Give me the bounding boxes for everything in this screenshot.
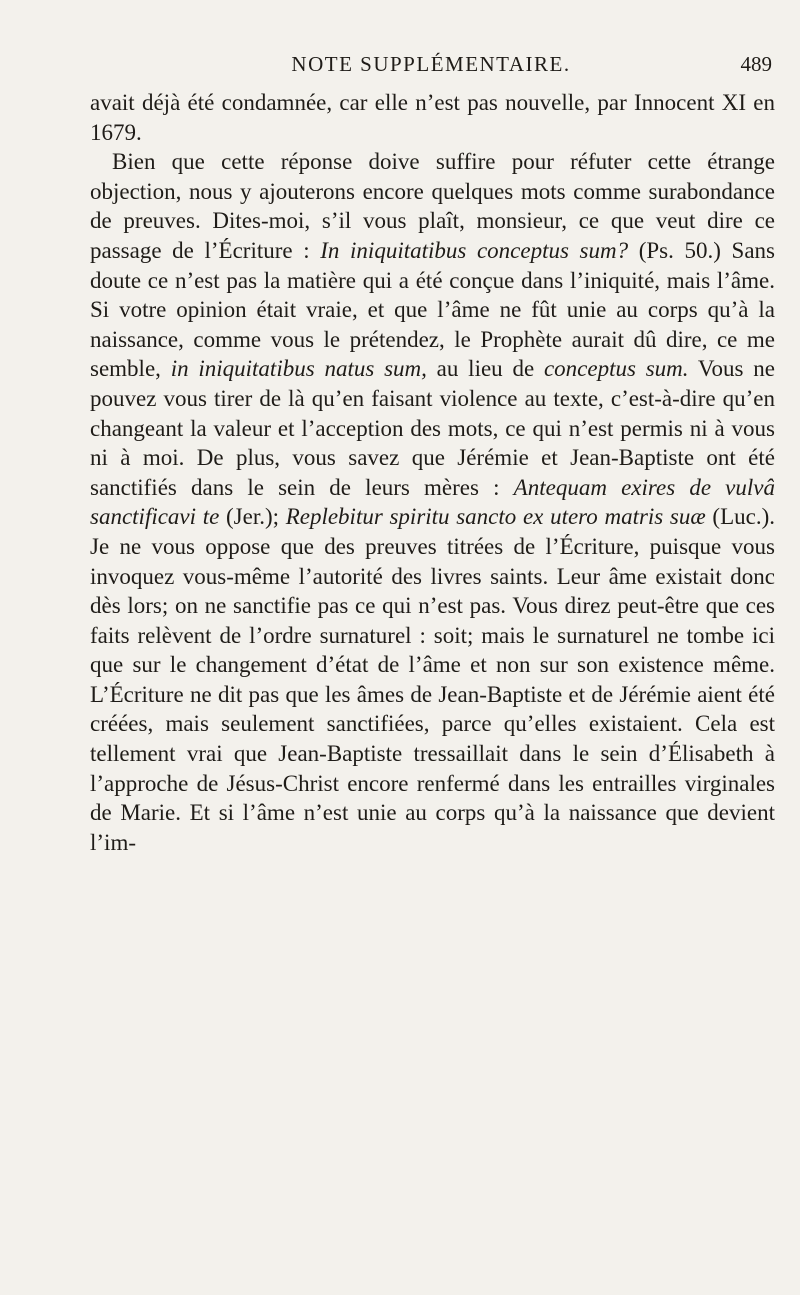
latin-quote: conceptus sum. [543, 356, 689, 382]
latin-quote: in iniquitatibus natus sum, [170, 356, 427, 382]
latin-quote: Replebitur spiritu sancto ex utero matris suæ [285, 504, 706, 530]
paragraph-main [90, 147, 775, 857]
text-run: (Jer.); [219, 504, 286, 530]
page-header [90, 52, 772, 82]
paragraph-continuation: avait déjà été condamnée, car elle n’est pas nouvelle, par Innocent XI en 1679. [90, 90, 775, 145]
text-run: Bien que cette réponse doive suffire pour réfuter cette étrange objection, nous y ajouterons encore quelques mots comme surabondance de preuves. Dites-moi, s’il vous plaît, monsieur, ce que veut dire ce passage de l’Écriture : [90, 149, 775, 263]
text-run: au lieu de [426, 356, 544, 382]
text-run: (Luc.). Je ne vous oppose que des preuves titrées de l’Écriture, puisque vous invoquez vous-même l’autorité des livres saints. Leur âme existait donc dès lors; on ne sanctifie pas ce qui n’est pas. Vous direz peut-être que ces faits relèvent de l’ordre surnaturel : soit; mais le surnaturel ne tombe ici que sur le changement d’état de l’âme et non sur son existence même. L’Écriture ne dit pas que les âmes de Jean-Baptiste et de Jérémie aient été créées, mais seulement sanctifiées, parce qu’elles existaient. Cela est tellement vrai que Jean-Baptiste tressaillait dans le sein d’Élisabeth à l’approche de Jésus-Christ encore renfermé dans les entrailles virginales de Marie. Et si l’âme n’est unie au corps qu’à la naissance que devient l’im- [90, 504, 775, 855]
page-body [90, 88, 775, 857]
text-run: (Ps. 50.) Sans doute ce n’est pas la matière qui a été conçue dans l’iniquité, mais l’âme. Si votre opinion était vraie, et que l’âme ne fût unie au corps qu’à la naissance, comme vous le prétendez, le Prophète aurait dû dire, ce me semble, [90, 237, 775, 382]
latin-quote: In iniquitatibus conceptus sum? [320, 237, 629, 263]
running-head: NOTE SUPPLÉMENTAIRE. [291, 52, 571, 76]
text-run: Vous ne pouvez vous tirer de là qu’en faisant violence au texte, c’est-à-dire qu’en changeant la valeur et l’acception des mots, ce qui n’est permis ni à vous ni à moi. De plus, vous savez que Jérémie et Jean-Baptiste ont été sanctifiés dans le sein de leurs mères : [90, 356, 775, 500]
latin-quote: Antequam exires de vulvâ sanctificavi te [90, 474, 775, 530]
page-number: 489 [740, 52, 772, 76]
